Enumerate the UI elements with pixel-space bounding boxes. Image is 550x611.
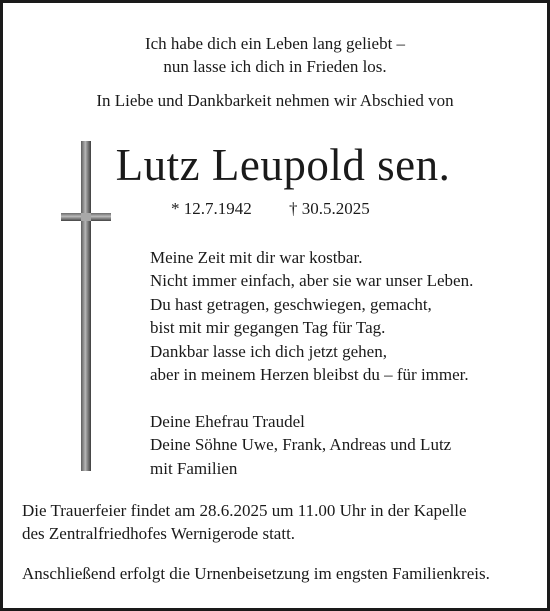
funeral-info-line-1: Die Trauerfeier findet am 28.6.2025 um 11.00 Uhr in der Kapelle [22,501,467,520]
mourner-line: Deine Ehefrau Traudel [150,412,305,431]
birth-date: * 12.7.1942 [171,199,252,218]
poem-line: Meine Zeit mit dir war kostbar. [150,248,363,267]
poem-line: bist mit mir gegangen Tag für Tag. [150,318,386,337]
mourner-line: mit Familien [150,459,238,478]
funeral-info-line-2: des Zentralfriedhofes Wernigerode statt. [22,524,296,543]
mourner-line: Deine Söhne Uwe, Frank, Andreas und Lutz [150,435,452,454]
intro-verse-line-2: nun lasse ich dich in Frieden los. [163,57,387,76]
poem-line: Nicht immer einfach, aber sie war unser Leben. [150,271,474,290]
poem-line: aber in meinem Herzen bleibst du – für immer. [150,365,469,384]
poem-line: Du hast getragen, geschwiegen, gemacht, [150,295,432,314]
poem-line: Dankbar lasse ich dich jetzt gehen, [150,342,387,361]
burial-info-line: Anschließend erfolgt die Urnenbeisetzung im engsten Familienkreis. [22,564,490,583]
intro-verse-line-1: Ich habe dich ein Leben lang geliebt – [144,34,406,53]
deceased-name: Lutz Leupold sen. [115,140,451,190]
death-date: † 30.5.2025 [289,199,370,218]
farewell-line: In Liebe und Dankbarkeit nehmen wir Abschied von [96,91,454,110]
